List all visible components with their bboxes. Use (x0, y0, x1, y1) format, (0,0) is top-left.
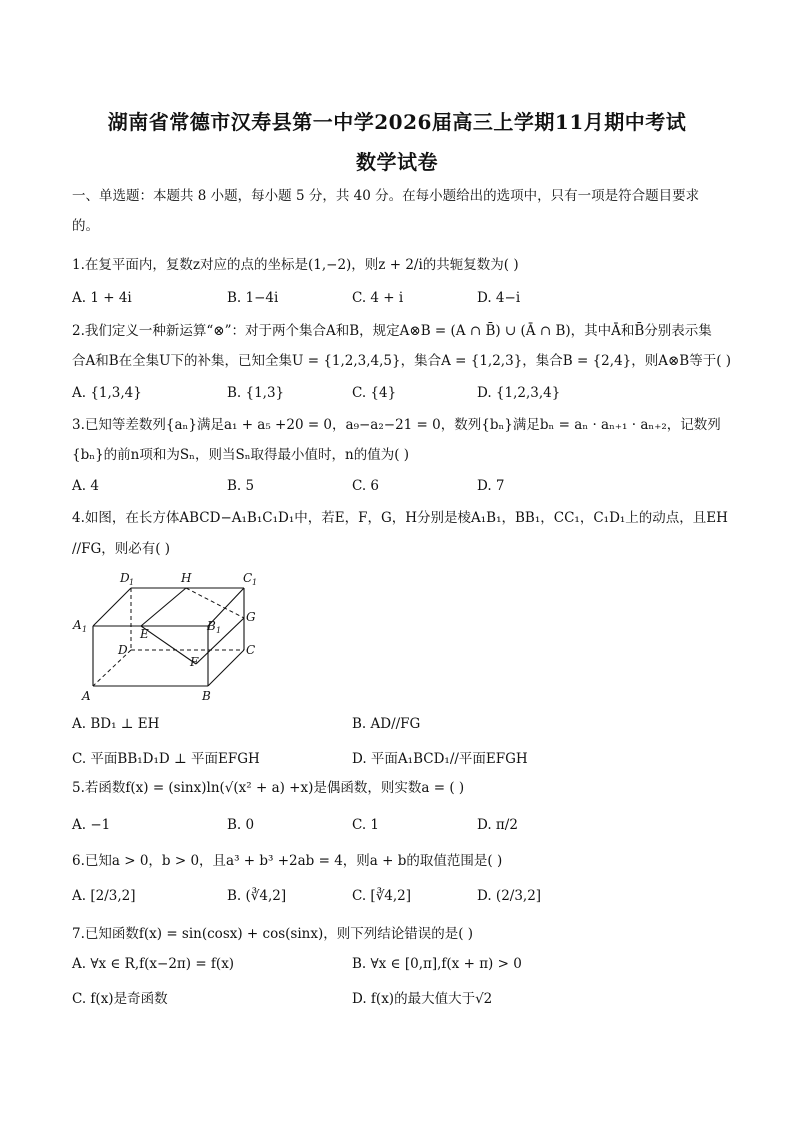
option-b: B. 5 (227, 478, 255, 494)
question-1-stem: 1.在复平面内，复数z对应的点的坐标是(1,−2)，则z + 2/i的共轭复数为( ) (72, 257, 519, 273)
label-b: B (202, 689, 211, 703)
option-c: C. [∛4,2] (352, 888, 412, 904)
option-c: C. 4 + i (352, 290, 404, 306)
option-a: A. ∀x ∈ R,f(x−2π) = f(x) (72, 956, 235, 972)
option-a: A. 4 (72, 478, 99, 494)
label-a1-sub: 1 (82, 625, 88, 634)
question-7-options-row2 (72, 987, 732, 1005)
option-b: B. 0 (227, 817, 255, 833)
option-d: D. {1,2,3,4} (477, 385, 561, 401)
question-5-options (72, 817, 732, 835)
question-6-options (72, 888, 732, 906)
exam-subtitle: 数学试卷 (356, 150, 438, 174)
option-c: C. 6 (352, 478, 380, 494)
option-d: D. (2/3,2] (477, 888, 542, 904)
option-c: C. {4} (352, 385, 397, 401)
question-2-stem-line1: 2.我们定义一种新运算“⊗”：对于两个集合A和B，规定A⊗B = (A ∩ B̄) ∪ (Ā ∩ B)，其中Ā和B̄分别表示集 (72, 323, 712, 339)
option-c: C. 1 (352, 817, 380, 833)
label-b1-sub: 1 (216, 626, 222, 635)
label-c1-sub: 1 (252, 578, 258, 587)
label-a: A (82, 689, 91, 703)
label-d1: D (120, 571, 130, 585)
option-d: D. 4−i (477, 290, 521, 306)
question-3-stem-line2: {bₙ}的前n项和为Sₙ，则当Sₙ取得最小值时，n的值为( ) (72, 447, 410, 463)
option-d: D. π/2 (477, 817, 518, 833)
option-a: A. BD₁ ⊥ EH (72, 716, 160, 732)
cuboid-figure (68, 568, 268, 704)
question-3-stem-line1: 3.已知等差数列{aₙ}满足a₁ + a₅ +20 = 0，a₉−a₂−21 = 0，数列{bₙ}满足bₙ = aₙ · aₙ₊₁ · aₙ₊₂，记数列 (72, 417, 721, 433)
question-6-stem: 6.已知a > 0，b > 0，且a³ + b³ +2ab = 4，则a + b的取值范围是( ) (72, 853, 503, 869)
option-a: A. −1 (72, 817, 111, 833)
label-d1-sub: 1 (129, 578, 135, 587)
label-c1: C (243, 571, 253, 585)
option-b: B. 1−4i (227, 290, 279, 306)
option-a: A. 1 + 4i (72, 290, 132, 306)
section-instructions-line1: 一、单选题：本题共 8 小题，每小题 5 分，共 40 分。在每小题给出的选项中，只有一项是符合题目要求 (72, 188, 700, 204)
question-5-stem: 5.若函数f(x) = (sinx)ln(√(x² + a) +x)是偶函数，则实数a = ( ) (72, 780, 465, 796)
option-b: B. {1,3} (227, 385, 285, 401)
label-e: E (140, 627, 149, 641)
question-3-options (72, 478, 732, 496)
question-4-options-row1 (72, 716, 732, 734)
question-4-stem-line1: 4.如图，在长方体ABCD−A₁B₁C₁D₁中，若E，F，G，H分别是棱A₁B₁，BB₁，CC₁，C₁D₁上的动点，且EH (72, 510, 728, 526)
question-1-options (72, 290, 732, 308)
option-a: A. {1,3,4} (72, 385, 142, 401)
label-d: D (118, 643, 128, 657)
question-7-stem: 7.已知函数f(x) = sin(cosx) + cos(sinx)，则下列结论错误的是( ) (72, 926, 474, 942)
option-d: D. 平面A₁BCD₁//平面EFGH (352, 751, 528, 767)
option-b: B. AD//FG (352, 716, 421, 732)
label-b1: B (207, 619, 216, 633)
option-a: A. [2/3,2] (72, 888, 136, 904)
option-d: D. f(x)的最大值大于√2 (352, 991, 493, 1007)
question-4-stem-line2: //FG，则必有( ) (72, 541, 171, 557)
section-instructions-line2: 的。 (72, 218, 99, 234)
option-b: B. ∀x ∈ [0,π],f(x + π) > 0 (352, 956, 522, 972)
option-c: C. 平面BB₁D₁D ⊥ 平面EFGH (72, 751, 260, 767)
exam-title: 湖南省常德市汉寿县第一中学2026届高三上学期11月期中考试 (107, 110, 687, 134)
option-d: D. 7 (477, 478, 505, 494)
question-7-options-row1 (72, 956, 732, 974)
label-f: F (190, 655, 199, 669)
label-h: H (181, 571, 192, 585)
option-c: C. f(x)是奇函数 (72, 991, 168, 1007)
question-2-stem-line2: 合A和B在全集U下的补集，已知全集U = {1,2,3,4,5}，集合A = {1,2,3}，集合B = {2,4}，则A⊗B等于( ) (72, 353, 732, 369)
question-4-options-row2 (72, 747, 732, 765)
label-c: C (246, 643, 256, 657)
label-a1: A (73, 618, 82, 632)
question-2-options (72, 385, 732, 403)
option-b: B. (∛4,2] (227, 888, 287, 904)
label-g: G (246, 610, 256, 624)
